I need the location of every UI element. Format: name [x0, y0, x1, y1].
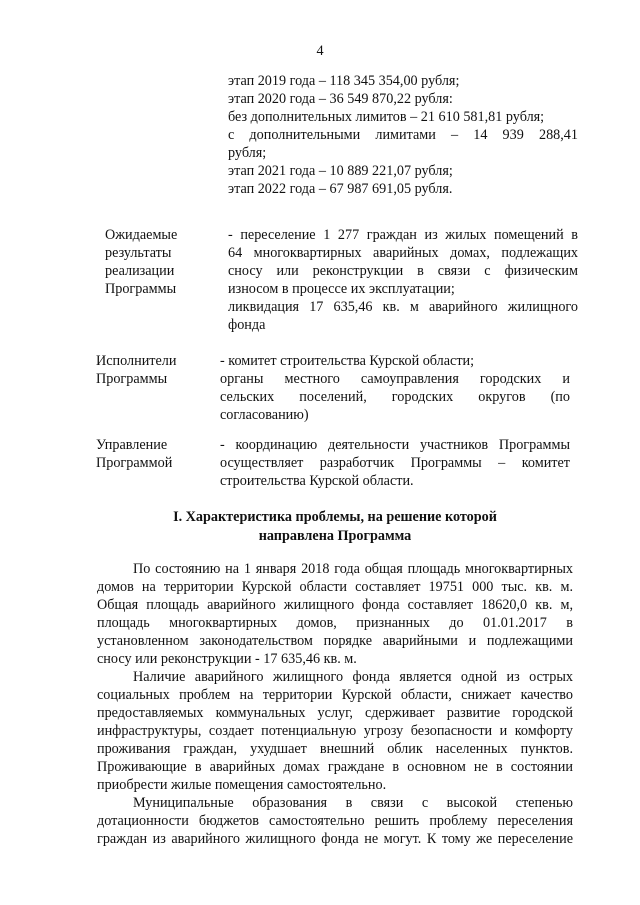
paragraph-line: проживания граждан, ухудшает внешний облик населенных пунктов. [97, 741, 573, 757]
stage-line: рубля; [228, 145, 267, 161]
stage-line: без дополнительных лимитов – 21 610 581,81 рубля; [228, 109, 545, 125]
text-line: органы местного самоуправления городских и [220, 371, 570, 387]
funding-stages-block [228, 72, 578, 198]
paragraph-line: установленном законодательством порядке аварийными и подлежащими [97, 633, 573, 649]
paragraph-line: домов на территории Курской области составляет 19751 000 тыс. кв. м. [97, 579, 573, 595]
executors-text [220, 352, 570, 424]
stage-line: этап 2022 года – 67 987 691,05 рубля. [228, 181, 453, 197]
text-line: строительства Курской области. [220, 473, 414, 489]
label-line: Ожидаемые [105, 227, 178, 243]
text-line: осуществляет разработчик Программы – комитет [220, 455, 570, 471]
text-line: сносу или реконструкции в связи с физическим [228, 263, 578, 279]
paragraph-line: сносу или реконструкции - 17 635,46 кв. м. [97, 651, 357, 667]
management-text [220, 436, 570, 490]
section-heading [100, 508, 570, 546]
paragraph-line: предоставляемых коммунальных услуг, сдерживает развитие городской [97, 705, 573, 721]
text-line: сельских поселений, городских округов (по [220, 389, 570, 405]
label-line: Программы [96, 371, 168, 387]
paragraph-line: Общая площадь аварийного жилищного фонда составляет 18620,0 кв. м, [97, 597, 573, 613]
stage-line: этап 2020 года – 36 549 870,22 рубля: [228, 91, 453, 107]
label-line: Программы [105, 281, 177, 297]
label-line: результаты [105, 245, 172, 261]
heading-line: направлена Программа [258, 528, 412, 544]
text-line: фонда [228, 317, 266, 333]
text-line: - комитет строительства Курской области; [220, 353, 475, 369]
paragraph [97, 560, 573, 668]
paragraph [97, 794, 573, 848]
stage-line: этап 2021 года – 10 889 221,07 рубля; [228, 163, 453, 179]
management-label [96, 436, 172, 472]
text-line: 64 многоквартирных аварийных домах, подлежащих [228, 245, 578, 261]
paragraph-line: Наличие аварийного жилищного фонда является одной из острых [133, 669, 573, 685]
paragraph-line: По состоянию на 1 января 2018 года общая площадь многоквартирных [133, 561, 573, 577]
label-line: Программой [96, 455, 173, 471]
text-line: - координацию деятельности участников Программы [220, 437, 570, 453]
paragraph-line: Проживающие в аварийных домах граждане в основном не в состоянии [97, 759, 573, 775]
paragraph-line: социальных проблем на территории Курской области, снижает качество [97, 687, 573, 703]
results-text [228, 226, 578, 334]
text-line: ликвидация 17 635,46 кв. м аварийного жилищного [228, 299, 578, 315]
paragraph-line: площадь многоквартирных домов, признанных до 01.01.2017 в [97, 615, 573, 631]
paragraph-line: дотационности бюджетов самостоятельно решить проблему переселения [97, 813, 573, 829]
heading-line: I. Характеристика проблемы, на решение которой [173, 509, 497, 525]
paragraph-line: инфраструктуры, создает потенциальную угрозу безопасности и комфорту [97, 723, 573, 739]
text-line: - переселение 1 277 граждан из жилых помещений в [228, 227, 578, 243]
text-line: согласованию) [220, 407, 309, 423]
label-line: реализации [105, 263, 175, 279]
paragraph-line: граждан из аварийного жилищного фонда не могут. К тому же переселение [97, 831, 573, 847]
label-line: Исполнители [96, 353, 177, 369]
stage-line: этап 2019 года – 118 345 354,00 рубля; [228, 73, 460, 89]
stage-line: с дополнительными лимитами – 14 939 288,41 [228, 127, 578, 143]
label-line: Управление [96, 437, 168, 453]
paragraph-line: приобрести жилые помещения самостоятельно. [97, 777, 387, 793]
paragraph-line: Муниципальные образования в связи с высокой степенью [133, 795, 573, 811]
results-label [105, 226, 177, 298]
page-number: 4 [316, 43, 324, 59]
text-line: износом в процессе их эксплуатации; [228, 281, 455, 297]
executors-label [96, 352, 176, 388]
section-body [97, 560, 573, 848]
paragraph [97, 668, 573, 794]
